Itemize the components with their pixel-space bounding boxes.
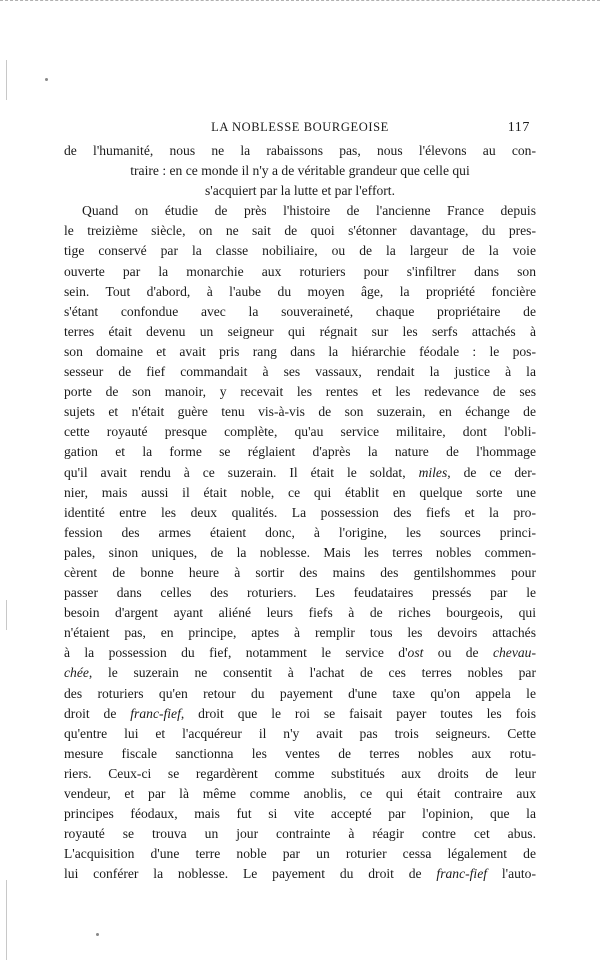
text-line: droit de franc-fief, droit que le roi se faisait payer toutes les fois [64, 705, 536, 721]
text-line: vendeur, et par là même comme anoblis, ce qui était contraire aux [64, 786, 536, 801]
text-line: des roturiers qu'en retour du payement d'une taxe qu'on appela le [64, 685, 536, 701]
text-line: porte de son manoir, y recevait les rentes et les redevance de ses [64, 384, 536, 400]
body-text [64, 141, 536, 884]
scan-edge-mark [6, 60, 7, 100]
text-line: L'acquisition d'une terre noble par un roturier cessa légalement de [64, 846, 536, 862]
text-line: riers. Ceux-ci se regardèrent comme substitués aux droits de leur [64, 765, 536, 781]
text-line: principes féodaux, mais fut si vite accepté par l'opinion, que la [64, 806, 536, 822]
text-line: sujets et n'était guère tenu vis-à-vis de son suzerain, en échange de [64, 404, 536, 420]
running-title: LA NOBLESSE BOURGEOISE [211, 120, 389, 134]
text-line: qu'il avait rendu à ce suzerain. Il était le soldat, miles, de ce der- [64, 464, 536, 480]
text-line: gation et la forme se réglaient d'après la nature de l'hommage [64, 444, 536, 460]
page-number: 117 [507, 120, 530, 135]
text-line: sein. Tout d'abord, à l'aube du moyen âge, la propriété foncière [64, 283, 536, 299]
text-line: sesseur de fief commandait à ses vassaux, rendait la justice à la [64, 364, 536, 380]
text-line: n'étaient pas, en principe, aptes à remplir tous les devoirs attachés [64, 625, 536, 641]
text-line: lui conférer la noblesse. Le payement du droit de franc-fief l'auto- [64, 866, 537, 882]
text-line: s'acquiert par la lutte et par l'effort. [205, 183, 395, 199]
text-line: besoin d'argent ayant aliéné leurs fiefs à de riches bourgeois, qui [64, 605, 536, 621]
text-line: ouverte par la monarchie aux roturiers pour s'infiltrer dans son [64, 263, 536, 279]
text-line: qu'entre lui et l'acquéreur il n'y avait pas trois seigneurs. Cette [64, 725, 536, 741]
text-line: identité entre les deux qualités. La possession des fiefs et la pro- [64, 504, 536, 520]
text-line: chée, le suzerain ne consentit à l'achat de ces terres nobles par [64, 665, 536, 681]
text-line: de l'humanité, nous ne la rabaissons pas, nous l'élevons au con- [64, 143, 536, 158]
paragraph-start-line: Quand on étudie de près l'histoire de l'ancienne France depuis [82, 203, 536, 219]
text-line: pales, sinon uniques, de la noblesse. Mais les terres nobles commen- [64, 544, 536, 560]
text-line: fession des armes étaient donc, à l'origine, les sources princi- [64, 524, 536, 540]
text-line: cèrent de bonne heure à sortir des mains des gentilshommes pour [64, 564, 536, 580]
text-line: s'étant confondue avec la souveraineté, chaque propriétaire de [64, 303, 536, 319]
text-line: nier, mais aussi il était noble, ce qui établit en quelque sorte une [64, 484, 536, 500]
text-line: royauté se trouva un jour contrainte à réagir contre cet abus. [64, 826, 536, 842]
scan-speck [96, 933, 99, 936]
text-line: passer dans celles des roturiers. Les feudataires pressés par le [64, 585, 536, 601]
text-line: terres était devenu un seigneur qui régnait sur les serfs attachés à [64, 323, 536, 339]
scan-speck [45, 78, 48, 81]
scan-edge-mark [6, 880, 7, 960]
text-line: à la possession du fief, notamment le service d'ost ou de chevau- [64, 645, 536, 661]
text-line: traire : en ce monde il n'y a de véritable grandeur que celle qui [130, 163, 470, 179]
text-line: cette royauté presque complète, qu'au service militaire, dont l'obli- [64, 424, 536, 440]
text-line: son domaine et avait pris rang dans la hiérarchie féodale : le pos- [64, 343, 536, 359]
scan-edge-mark [6, 600, 7, 630]
running-header [64, 120, 536, 142]
text-line: tige conservé par la classe nobiliaire, ou de la largeur de la voie [64, 243, 536, 259]
text-line: le treizième siècle, on ne sait de quoi s'étonner davantage, du pres- [64, 223, 536, 239]
top-scan-edge [0, 0, 600, 2]
text-line: mesure fiscale sanctionna les ventes de terres nobles aux rotu- [64, 745, 536, 761]
